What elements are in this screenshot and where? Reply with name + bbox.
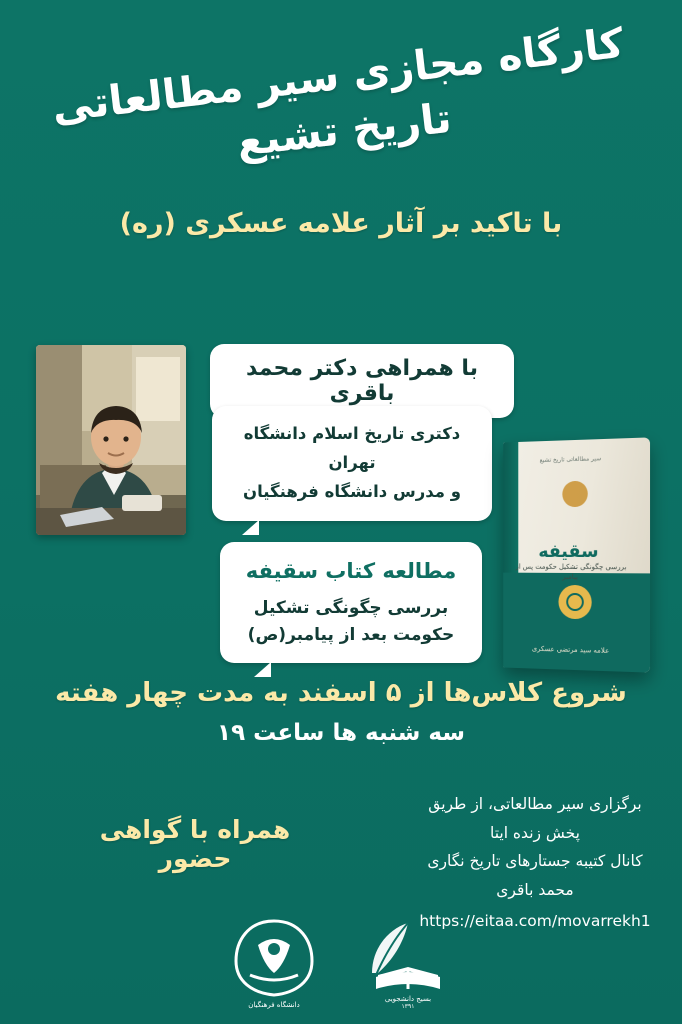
speaker-photo-image [36, 345, 186, 535]
feather-book-icon [354, 915, 462, 1009]
book-badge-icon [558, 585, 591, 619]
logo-university-caption: دانشگاه فرهنگیان [248, 1001, 300, 1009]
speaker-bio-bubble [212, 406, 492, 521]
book-emblem-icon [562, 481, 587, 507]
book-study-heading: مطالعه کتاب سقیفه [245, 559, 457, 583]
book-cover-face [503, 437, 650, 672]
book-cover-top-text: سیر مطالعاتی تاریخ تشیع [539, 455, 602, 465]
book-cover-image [500, 440, 650, 670]
broadcast-line-1: برگزاری سیر مطالعاتی، از طریق پخش زنده ایتا [428, 795, 642, 842]
book-study-bubble [220, 542, 482, 663]
broadcast-line-2: کانال کتیبه جستارهای تاریخ نگاری محمد باقری [427, 852, 643, 900]
broadcast-channel-link[interactable]: https://eitaa.com/movarrekh1 [419, 911, 651, 930]
speaker-name-text: با همراهی دکتر محمد باقری [246, 356, 478, 406]
speaker-bio-line-1: دکتری تاریخ اسلام دانشگاه تهران [243, 424, 461, 472]
logo-row [0, 914, 682, 1010]
logo-basij-daneshjooyi [352, 914, 464, 1010]
university-emblem-icon [220, 915, 328, 1009]
certificate-note: همراه با گواهی حضور [99, 815, 291, 873]
logo-basij-caption: بسیج دانشجویی [384, 995, 432, 1003]
speaker-bio-line-2: و مدرس دانشگاه فرهنگیان [243, 481, 461, 501]
title-block [0, 18, 682, 167]
book-cover-title: سقیفه [538, 541, 599, 563]
logo-basij-year: ۱۳۹۱ [401, 1003, 415, 1009]
speaker-photo [36, 345, 186, 535]
schedule-time-text: سه شنبه ها ساعت ۱۹ [217, 720, 465, 746]
book-study-line-2: حکومت بعد از پیامبر(ص) [247, 624, 455, 645]
poster-subtitle: با تاکید بر آثار علامه عسکری (ره) [119, 208, 563, 239]
schedule-start-text: شروع کلاس‌ها از ۵ اسفند به مدت چهار هفته [55, 678, 627, 708]
page-title: کارگاه مجازی سیر مطالعاتی تاریخ تشیع [49, 18, 627, 167]
logo-daneshgah-farhangian [218, 914, 330, 1010]
book-cover-author: علامه سید مرتضی عسکری [531, 644, 610, 656]
book-cover-subtitle: بررسی چگونگی تشکیل حکومت پس از پیامبر [515, 562, 627, 582]
schedule-block [0, 678, 682, 746]
book-study-line-1: بررسی چگونگی تشکیل [253, 597, 449, 618]
